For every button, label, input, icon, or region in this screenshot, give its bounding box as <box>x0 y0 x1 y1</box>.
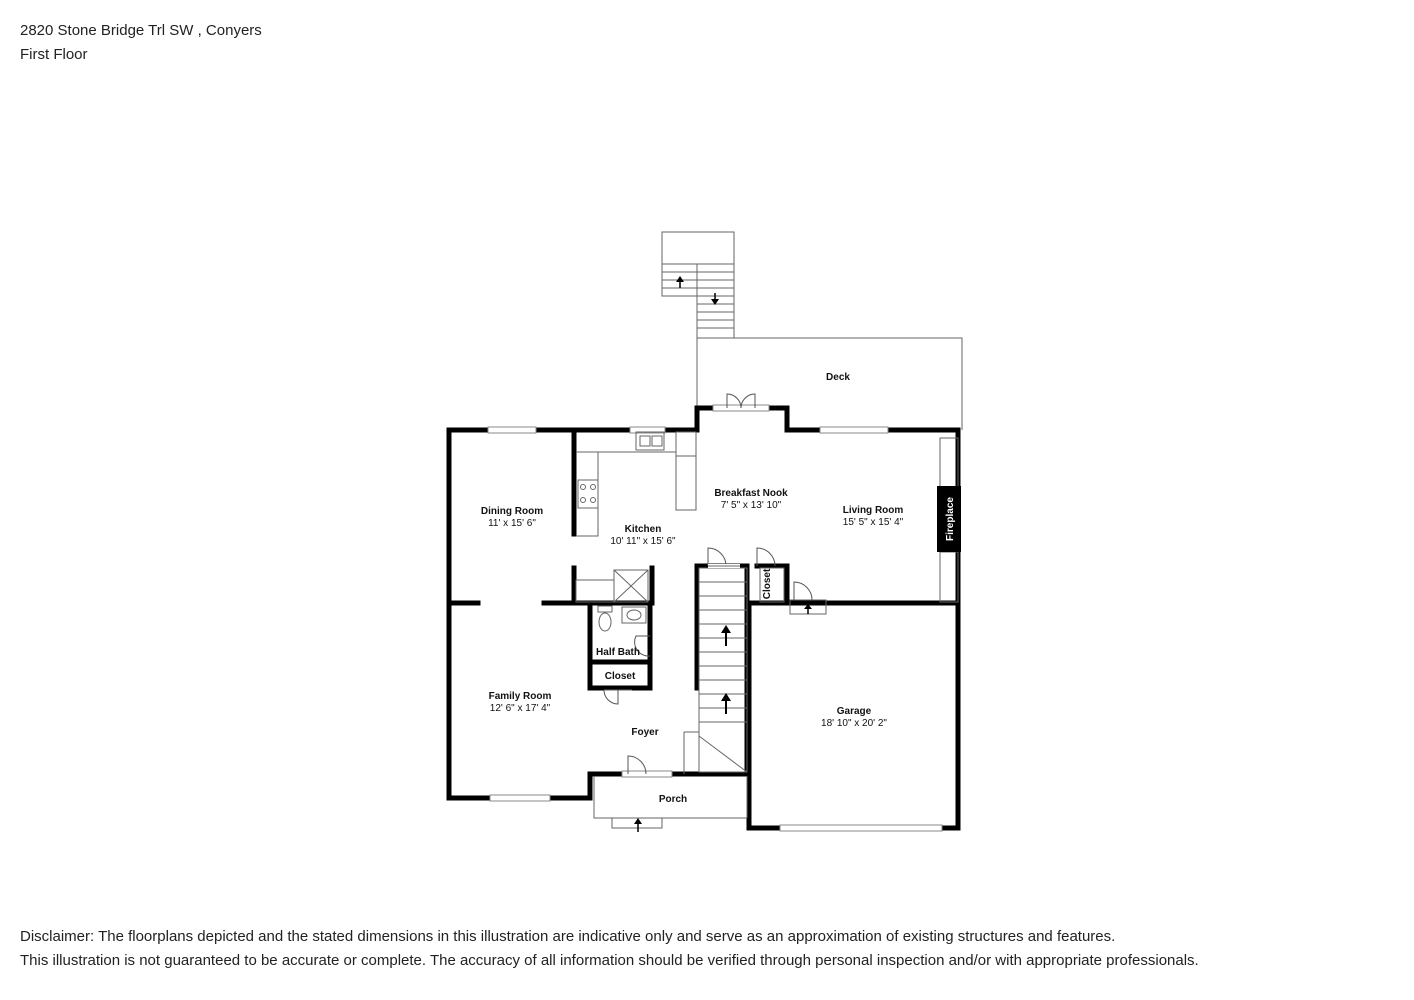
living-window <box>820 427 888 433</box>
dining-room-label: Dining Room <box>480 506 544 517</box>
kitchen-dims: 10' 11" x 15' 6" <box>610 536 676 547</box>
fireplace-label: Fireplace <box>945 497 956 541</box>
foyer-label: Foyer <box>631 727 659 738</box>
living-room-label: Living Room <box>842 505 904 516</box>
exterior-stairs <box>662 232 734 338</box>
laundry-counter <box>576 580 614 602</box>
family-room-label: Family Room <box>488 691 552 702</box>
bath-sink-icon <box>622 607 646 623</box>
kitchen-sink-icon <box>640 436 662 446</box>
stair-door[interactable] <box>708 548 740 566</box>
half-bath-label: Half Bath <box>596 647 640 658</box>
breakfast-nook-label: Breakfast Nook <box>714 488 788 499</box>
front-door[interactable] <box>622 756 672 777</box>
porch-label: Porch <box>658 794 688 805</box>
kitchen-counters <box>576 432 696 536</box>
breakfast-nook-dims: 7' 5" x 13' 10" <box>720 500 782 511</box>
address-title: 2820 Stone Bridge Trl SW , Conyers <box>20 22 262 39</box>
stove-icon <box>578 480 598 508</box>
shower-stall-icon <box>614 570 648 602</box>
fireplace-hearth-bottom <box>940 552 958 602</box>
toilet-icon <box>598 606 612 631</box>
stair-up-arrow-icon <box>676 276 684 288</box>
dining-window <box>488 427 536 433</box>
interior-stairs <box>684 568 747 774</box>
stair-down-arrow-icon <box>711 293 719 305</box>
stair-up-arrow-icon <box>721 693 731 714</box>
kitchen-label: Kitchen <box>624 524 662 535</box>
closet-small-label: Closet <box>762 568 773 600</box>
closet-door-2[interactable] <box>604 690 632 704</box>
fireplace-hearth-top <box>940 438 958 488</box>
disclaimer-line-1: Disclaimer: The floorplans depicted and the stated dimensions in this illustration are indicative only and serve as an approximation of existing structures and features. <box>20 928 1116 945</box>
garage-dims: 18' 10" x 20' 2" <box>821 718 887 729</box>
garage-door[interactable] <box>780 825 942 831</box>
deck-outline <box>697 338 962 430</box>
deck-french-door[interactable] <box>713 394 769 411</box>
exterior-walls <box>449 408 958 828</box>
garage-label: Garage <box>836 706 872 717</box>
garage-entry-door[interactable] <box>790 582 826 614</box>
living-room-dims: 15' 5" x 15' 4" <box>842 517 904 528</box>
closet-label: Closet <box>604 671 636 682</box>
disclaimer-line-2: This illustration is not guaranteed to be accurate or complete. The accuracy of all information should be verified through personal inspection and/or with appropriate professionals. <box>20 952 1199 969</box>
entry-arrow-icon <box>634 818 642 832</box>
deck-label: Deck <box>826 372 850 383</box>
stair-up-arrow-icon <box>721 625 731 646</box>
floor-label: First Floor <box>20 46 88 63</box>
closet-door[interactable] <box>757 548 775 566</box>
family-window <box>490 795 550 801</box>
dining-room-dims: 11' x 15' 6" <box>488 518 536 529</box>
family-room-dims: 12' 6" x 17' 4" <box>489 703 551 714</box>
